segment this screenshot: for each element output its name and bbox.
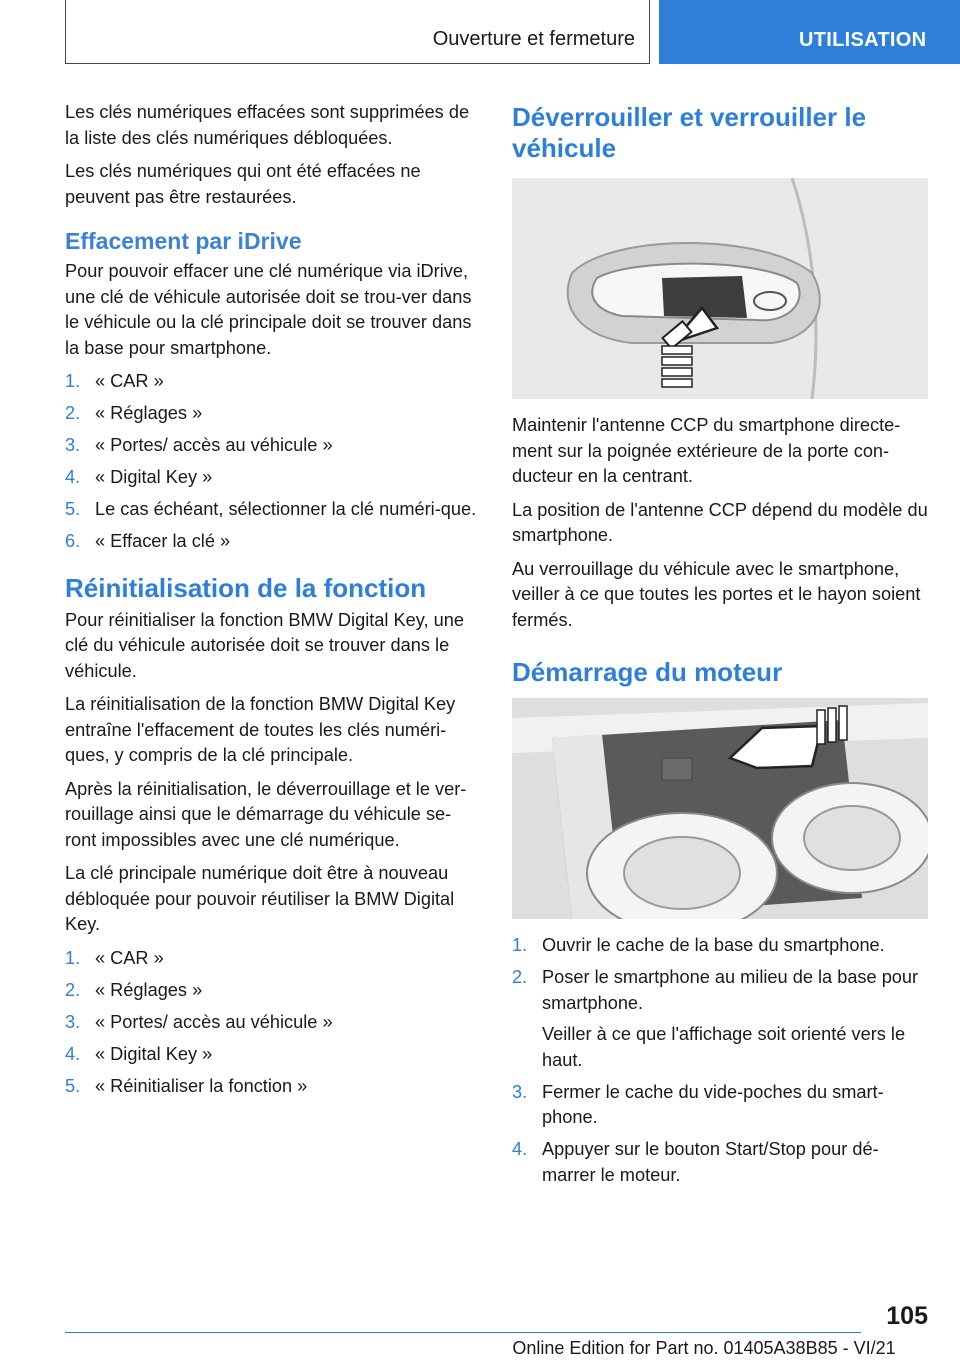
steps-list-start — [512, 933, 932, 1188]
paragraph: Maintenir l'antenne CCP du smartphone directe‐ment sur la poignée extérieure de la porte con‐ducteur en la centrant. — [512, 415, 901, 486]
step-text: « CAR » — [95, 947, 164, 968]
step-number: 2. — [65, 979, 81, 1000]
step-text: « Réglages » — [95, 979, 203, 1000]
smartphone-tray-illustration — [512, 698, 928, 919]
list-item — [512, 933, 932, 959]
step-text: « Réglages » — [95, 403, 203, 423]
list-item — [65, 978, 477, 1004]
step-text: Appuyer sur le bouton Start/Stop pour dé‐marrer le moteur. — [542, 1139, 879, 1185]
list-item — [65, 369, 477, 395]
list-item — [65, 1042, 477, 1068]
header-section-box — [65, 0, 650, 64]
list-item — [65, 529, 477, 555]
right-column — [512, 100, 932, 1195]
footer-divider — [65, 1332, 861, 1333]
step-text: Poser le smartphone au milieu de la base pour smartphone. — [542, 967, 919, 1013]
step-number: 5. — [65, 499, 81, 519]
footer-edition: Online Edition for Part no. 01405A38B85 - VI/21 — [512, 1338, 896, 1358]
door-handle-drawing — [512, 178, 928, 399]
step-number: 6. — [65, 531, 81, 551]
paragraph: Pour réinitialiser la fonction BMW Digital Key, une clé du véhicule autorisée doit se trouver dans le véhicule. — [65, 609, 464, 681]
list-item — [65, 1010, 477, 1036]
page-header — [0, 0, 960, 66]
step-number: 1. — [65, 371, 81, 391]
step-number: 5. — [65, 1075, 81, 1096]
paragraph: La clé principale numérique doit être à nouveau débloquée pour pouvoir réutiliser la BMW Digital Key. — [65, 863, 455, 934]
smartphone-tray-drawing — [512, 698, 928, 919]
list-item — [65, 465, 477, 491]
section-heading-start: Démarrage du moteur — [512, 657, 783, 687]
paragraph: Après la réinitialisation, le déverrouillage et le ver‐rouillage ainsi que le démarrage du véhicule se‐ront impossibles avec une clé numérique. — [65, 778, 467, 850]
step-text: Fermer le cache du vide-poches du smart‐phone. — [542, 1081, 884, 1127]
list-item — [65, 401, 477, 427]
list-item — [65, 1074, 477, 1100]
paragraph: La position de l'antenne CCP dépend du modèle du smartphone. — [512, 499, 928, 545]
step-number: 2. — [65, 403, 81, 423]
step-number: 3. — [65, 435, 81, 455]
door-handle-illustration — [512, 178, 928, 399]
steps-list-reset — [65, 946, 477, 1100]
step-text: « Effacer la clé » — [95, 531, 231, 551]
header-section-title: Ouverture et fermeture — [432, 28, 635, 50]
step-number: 4. — [65, 467, 81, 487]
step-text: « CAR » — [95, 371, 164, 391]
paragraph: Au verrouillage du véhicule avec le smartphone, veiller à ce que toutes les portes et le hayon soient fermés. — [512, 558, 921, 630]
step-number: 2. — [512, 967, 528, 987]
step-text: « Digital Key » — [95, 1043, 213, 1064]
left-column — [65, 100, 477, 1106]
section-heading-reset: Réinitialisation de la fonction — [65, 572, 427, 603]
paragraph: Pour pouvoir effacer une clé numérique via iDrive, une clé de véhicule autorisée doit se trou‐ver dans le véhicule ou la clé principale doit se trouver dans la base pour smartphone. — [65, 261, 472, 358]
list-item — [65, 946, 477, 972]
step-text: Ouvrir le cache de la base du smartphone. — [542, 935, 885, 955]
step-number: 1. — [512, 935, 528, 955]
section-heading-idrive: Effacement par iDrive — [65, 228, 302, 254]
steps-list-delete — [65, 369, 477, 555]
list-item — [65, 497, 477, 523]
step-number: 3. — [512, 1081, 528, 1102]
step-text: « Portes/ accès au véhicule » — [95, 1011, 333, 1032]
list-item — [65, 433, 477, 459]
step-text: Le cas échéant, sélectionner la clé numéri‐que. — [95, 499, 477, 519]
step-text: « Digital Key » — [95, 467, 213, 487]
paragraph: La réinitialisation de la fonction BMW Digital Key entraîne l'effacement de toutes les clés numéri‐ques, y compris de la clé principale. — [65, 694, 456, 765]
step-number: 3. — [65, 1011, 81, 1032]
header-chapter-label: UTILISATION — [799, 29, 927, 51]
step-text: « Portes/ accès au véhicule » — [95, 435, 333, 455]
step-number: 4. — [65, 1043, 81, 1064]
page-number: 105 — [886, 1302, 928, 1330]
step-note: Veiller à ce que l'affichage soit orienté vers le haut. — [542, 1024, 906, 1070]
step-text: « Réinitialiser la fonction » — [95, 1075, 308, 1096]
section-heading-unlock: Déverrouiller et verrouiller le véhicule — [512, 102, 867, 163]
list-item — [512, 1080, 932, 1131]
paragraph: Les clés numériques effacées sont supprimées de la liste des clés numériques débloquées. — [65, 102, 470, 148]
step-number: 1. — [65, 947, 81, 968]
step-number: 4. — [512, 1139, 528, 1159]
paragraph: Les clés numériques qui ont été effacées ne peuvent pas être restaurées. — [65, 161, 421, 207]
list-item — [512, 1137, 932, 1188]
header-chapter-tab — [659, 0, 960, 64]
list-item — [512, 965, 932, 1073]
